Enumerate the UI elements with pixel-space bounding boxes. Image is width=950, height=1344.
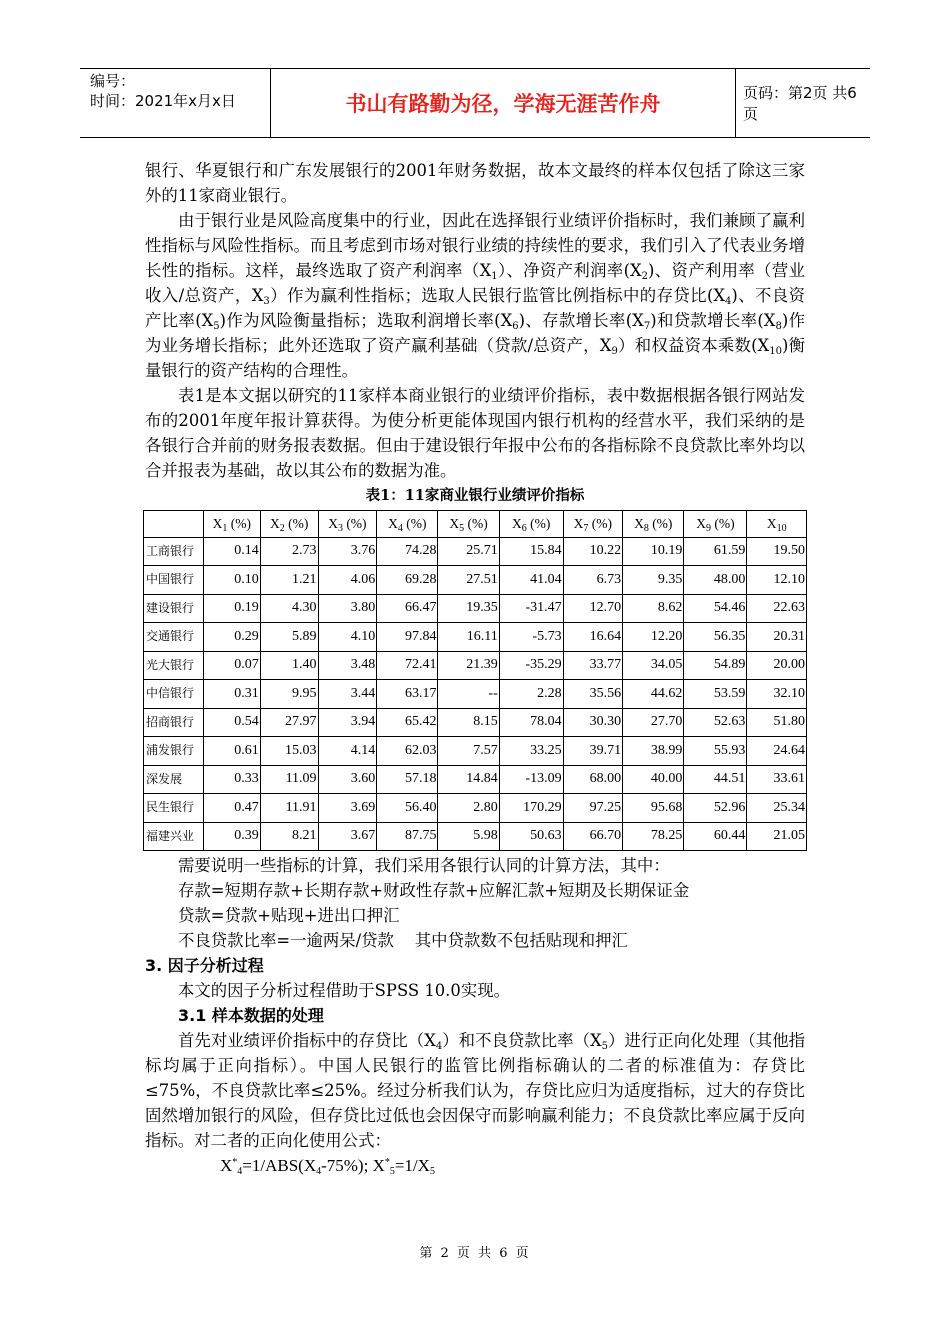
value-cell: 24.64 [747, 737, 807, 766]
value-cell: 33.61 [747, 765, 807, 794]
table-row [144, 594, 807, 623]
text-run: 首先对业绩评价指标中的存贷比（X [178, 1031, 436, 1050]
subscript: 6 [512, 321, 519, 332]
value-cell: 54.46 [684, 594, 747, 623]
page-header [80, 68, 870, 138]
value-cell: 33.77 [563, 651, 623, 680]
value-cell: 63.17 [377, 680, 438, 709]
value-cell: 48.00 [684, 566, 747, 595]
value-cell: 78.04 [499, 708, 563, 737]
table-row [144, 680, 807, 709]
time-label: 时间：2021年x月x日 [90, 92, 236, 110]
table-row [144, 794, 807, 823]
value-cell: -35.29 [499, 651, 563, 680]
text-run: )和贷款增长率(X [650, 311, 776, 330]
value-cell: 34.05 [623, 651, 684, 680]
value-cell: 57.18 [377, 765, 438, 794]
value-cell: 19.50 [747, 537, 807, 566]
value-cell: 50.63 [499, 822, 563, 851]
column-header: $X_8$ (%) [623, 511, 684, 538]
value-cell: 8.21 [260, 822, 318, 851]
table-row [144, 765, 807, 794]
value-cell: 56.35 [684, 623, 747, 652]
table-row [144, 537, 807, 566]
value-cell: 56.40 [377, 794, 438, 823]
header-corner [144, 511, 204, 538]
value-cell: 170.29 [499, 794, 563, 823]
table-header-row [144, 511, 807, 538]
value-cell: 0.54 [203, 708, 260, 737]
value-cell: 68.00 [563, 765, 623, 794]
value-cell: 11.91 [260, 794, 318, 823]
value-cell: 21.39 [438, 651, 499, 680]
note-3: 贷款=贷款+贴现+进出口押汇 [178, 906, 400, 925]
value-cell: 8.15 [438, 708, 499, 737]
value-cell: 2.28 [499, 680, 563, 709]
text-run: ）、净资产利润率(X [497, 261, 642, 280]
value-cell: 14.84 [438, 765, 499, 794]
value-cell: -31.47 [499, 594, 563, 623]
value-cell: 51.80 [747, 708, 807, 737]
value-cell: 0.31 [203, 680, 260, 709]
text-run: )作为风险衡量指标；选取利润增长率(X [219, 311, 513, 330]
normalization-formula [145, 1153, 805, 1178]
subscript: 3 [263, 296, 270, 307]
value-cell: 55.93 [684, 737, 747, 766]
value-cell: 25.34 [747, 794, 807, 823]
value-cell: 10.22 [563, 537, 623, 566]
superscript: * [232, 1157, 238, 1168]
text-run: ）和权益资本乘数(X [617, 336, 770, 355]
value-cell: 32.10 [747, 680, 807, 709]
subscript: 7 [643, 321, 651, 332]
header-meta [80, 69, 271, 137]
value-cell: 40.00 [623, 765, 684, 794]
table-row [144, 708, 807, 737]
bank-name-cell: 建设银行 [144, 594, 204, 623]
value-cell: 0.10 [203, 566, 260, 595]
value-cell: -13.09 [499, 765, 563, 794]
value-cell: 10.19 [623, 537, 684, 566]
value-cell: 2.73 [260, 537, 318, 566]
text-run: )、资产利用率（营业收入/总资产，X [145, 261, 805, 305]
text-run: 由于银行业是风险高度集中的行业，因此在选择银行业绩评价指标时，我们兼顾了赢利性指标与风险性指标。而且考虑到市场对银行业绩的持续性的要求，我们引入了代表业务增长性的指标。这样，最终选取了资产利润率（X [145, 211, 805, 280]
column-header: $X_3$ (%) [318, 511, 377, 538]
subscript: 4 [237, 1166, 243, 1177]
value-cell: 0.19 [203, 594, 260, 623]
value-cell: 6.73 [563, 566, 623, 595]
value-cell: 69.28 [377, 566, 438, 595]
value-cell: 27.51 [438, 566, 499, 595]
section-3-paragraph: 本文的因子分析过程借助于SPSS 10.0实现。 [178, 981, 510, 1000]
value-cell: 97.25 [563, 794, 623, 823]
subscript: 8 [775, 321, 782, 332]
value-cell: 16.11 [438, 623, 499, 652]
value-cell: 2.80 [438, 794, 499, 823]
subscript: 2 [641, 271, 649, 282]
value-cell: 11.09 [260, 765, 318, 794]
column-header: $X_7$ (%) [563, 511, 623, 538]
text-run: ）和不良贷款比率（X [442, 1031, 602, 1050]
subscript: 1 [491, 271, 498, 282]
value-cell: 22.63 [747, 594, 807, 623]
value-cell: 0.33 [203, 765, 260, 794]
value-cell: 0.07 [203, 651, 260, 680]
value-cell: 3.69 [318, 794, 377, 823]
formula-text: X [220, 1156, 233, 1175]
value-cell: 9.35 [623, 566, 684, 595]
value-cell: 3.76 [318, 537, 377, 566]
value-cell: 19.35 [438, 594, 499, 623]
value-cell: 72.41 [377, 651, 438, 680]
paragraph-1: 银行、华夏银行和广东发展银行的2001年财务数据，故本文最终的样本仅包括了除这三家外的11家商业银行。 [145, 161, 805, 205]
indicator-table [143, 510, 807, 851]
subscript: 5 [213, 321, 220, 332]
document-body [145, 158, 805, 1178]
formula-text: =1/ABS(X [242, 1156, 317, 1175]
bank-name-cell: 光大银行 [144, 651, 204, 680]
value-cell: 25.71 [438, 537, 499, 566]
text-run: )作为业务增长指标；此外还选取了资产赢利基础（贷款/总资产，X [145, 311, 805, 355]
superscript: * [384, 1157, 390, 1168]
value-cell: 61.59 [684, 537, 747, 566]
value-cell: 3.80 [318, 594, 377, 623]
column-header: $X_1$ (%) [203, 511, 260, 538]
value-cell: 3.94 [318, 708, 377, 737]
value-cell: 15.84 [499, 537, 563, 566]
subscript: 4 [725, 296, 732, 307]
value-cell: 4.10 [318, 623, 377, 652]
page-footer: 第 2 页 共 6 页 [419, 1246, 531, 1261]
value-cell: 44.51 [684, 765, 747, 794]
value-cell: 15.03 [260, 737, 318, 766]
value-cell: 8.62 [623, 594, 684, 623]
column-header: $X_{10}$ [747, 511, 807, 538]
text-run: )、不良资产比率(X [145, 286, 805, 330]
paragraph-2 [145, 208, 805, 383]
value-cell: 27.70 [623, 708, 684, 737]
column-header: $X_2$ (%) [260, 511, 318, 538]
value-cell: 78.25 [623, 822, 684, 851]
subscript: 9 [611, 346, 618, 357]
section-3-1-heading: 3.1 样本数据的处理 [178, 1006, 324, 1025]
formula-text: =1/X [394, 1156, 430, 1175]
text-run: ）作为赢利性指标；选取人民银行监管比例指标中的存贷比(X [269, 286, 726, 305]
value-cell: 97.84 [377, 623, 438, 652]
table-row [144, 822, 807, 851]
value-cell: 3.67 [318, 822, 377, 851]
value-cell: 5.89 [260, 623, 318, 652]
subscript: 5 [429, 1166, 435, 1177]
value-cell: 52.63 [684, 708, 747, 737]
value-cell: 12.20 [623, 623, 684, 652]
bank-name-cell: 中国银行 [144, 566, 204, 595]
text-run: )衡量银行的资产结构的合理性。 [145, 336, 805, 380]
value-cell: 52.96 [684, 794, 747, 823]
value-cell: 12.10 [747, 566, 807, 595]
subscript: 10 [769, 346, 782, 357]
bank-name-cell: 福建兴业 [144, 822, 204, 851]
value-cell: 9.95 [260, 680, 318, 709]
table-row [144, 651, 807, 680]
note-4: 不良贷款比率=一逾两呆/贷款 其中贷款数不包括贴现和押汇 [178, 931, 628, 950]
value-cell: 39.71 [563, 737, 623, 766]
bank-name-cell: 工商银行 [144, 537, 204, 566]
note-2: 存款=短期存款+长期存款+财政性存款+应解汇款+短期及长期保证金 [178, 881, 690, 900]
value-cell: 65.42 [377, 708, 438, 737]
value-cell: 3.48 [318, 651, 377, 680]
value-cell: 95.68 [623, 794, 684, 823]
value-cell: 87.75 [377, 822, 438, 851]
formula-text: -75%); X [321, 1156, 385, 1175]
value-cell: 0.61 [203, 737, 260, 766]
section-3-1-paragraph [145, 1028, 805, 1153]
bank-name-cell: 民生银行 [144, 794, 204, 823]
number-label: 编号： [90, 72, 136, 90]
value-cell: 60.44 [684, 822, 747, 851]
value-cell: -- [438, 680, 499, 709]
value-cell: 0.39 [203, 822, 260, 851]
subscript: 5 [601, 1041, 609, 1052]
value-cell: 66.47 [377, 594, 438, 623]
value-cell: 38.99 [623, 737, 684, 766]
subscript: 4 [435, 1041, 443, 1052]
column-header: $X_5$ (%) [438, 511, 499, 538]
subscript: 5 [389, 1166, 395, 1177]
bank-name-cell: 浦发银行 [144, 737, 204, 766]
value-cell: 4.14 [318, 737, 377, 766]
header-motto: 书山有路勤为径，学海无涯苦作舟 [271, 69, 736, 137]
value-cell: -5.73 [499, 623, 563, 652]
value-cell: 20.00 [747, 651, 807, 680]
value-cell: 5.98 [438, 822, 499, 851]
table-body [144, 537, 807, 851]
header-page-info: 页码：第2页 共6页 [743, 84, 857, 123]
value-cell: 27.97 [260, 708, 318, 737]
value-cell: 3.60 [318, 765, 377, 794]
value-cell: 54.89 [684, 651, 747, 680]
column-header: $X_6$ (%) [499, 511, 563, 538]
column-header: $X_4$ (%) [377, 511, 438, 538]
value-cell: 66.70 [563, 822, 623, 851]
section-3-heading: 3. 因子分析过程 [145, 956, 264, 975]
value-cell: 33.25 [499, 737, 563, 766]
value-cell: 0.29 [203, 623, 260, 652]
bank-name-cell: 招商银行 [144, 708, 204, 737]
text-run: )、存款增长率(X [518, 311, 644, 330]
value-cell: 21.05 [747, 822, 807, 851]
value-cell: 16.64 [563, 623, 623, 652]
table-row [144, 737, 807, 766]
value-cell: 0.47 [203, 794, 260, 823]
value-cell: 3.44 [318, 680, 377, 709]
table-row [144, 623, 807, 652]
note-1: 需要说明一些指标的计算，我们采用各银行认同的计算方法，其中： [178, 856, 670, 875]
value-cell: 35.56 [563, 680, 623, 709]
value-cell: 1.40 [260, 651, 318, 680]
bank-name-cell: 交通银行 [144, 623, 204, 652]
value-cell: 74.28 [377, 537, 438, 566]
value-cell: 4.30 [260, 594, 318, 623]
value-cell: 1.21 [260, 566, 318, 595]
value-cell: 41.04 [499, 566, 563, 595]
bank-name-cell: 深发展 [144, 765, 204, 794]
value-cell: 20.31 [747, 623, 807, 652]
value-cell: 53.59 [684, 680, 747, 709]
table-row [144, 566, 807, 595]
column-header: $X_9$ (%) [684, 511, 747, 538]
paragraph-3: 表1是本文据以研究的11家样本商业银行的业绩评价指标，表中数据根据各银行网站发布的2001年度年报计算获得。为使分析更能体现国内银行机构的经营水平，我们采纳的是各银行合并前的财务报表数据。但由于建设银行年报中公布的各指标除不良贷款比率外均以合并报表为基础，故以其公布的数据为准。 [145, 386, 805, 480]
value-cell: 62.03 [377, 737, 438, 766]
subscript: 4 [316, 1166, 322, 1177]
value-cell: 44.62 [623, 680, 684, 709]
value-cell: 7.57 [438, 737, 499, 766]
table-caption: 表1：11家商业银行业绩评价指标 [365, 487, 585, 504]
value-cell: 12.70 [563, 594, 623, 623]
text-run: ）进行正向化处理（其他指标均属于正向指标）。中国人民银行的监管比例指标确认的二者的标准值为：存贷比≤75%，不良贷款比率≤25%。经过分析我们认为，存贷比应归为适度指标，过大的存贷比固然增加银行的风险，但存贷比过低也会因保守而影响赢利能力；不良贷款比率应属于反向指标。对二者的正向化使用公式： [145, 1031, 806, 1150]
value-cell: 4.06 [318, 566, 377, 595]
bank-name-cell: 中信银行 [144, 680, 204, 709]
value-cell: 0.14 [203, 537, 260, 566]
value-cell: 30.30 [563, 708, 623, 737]
